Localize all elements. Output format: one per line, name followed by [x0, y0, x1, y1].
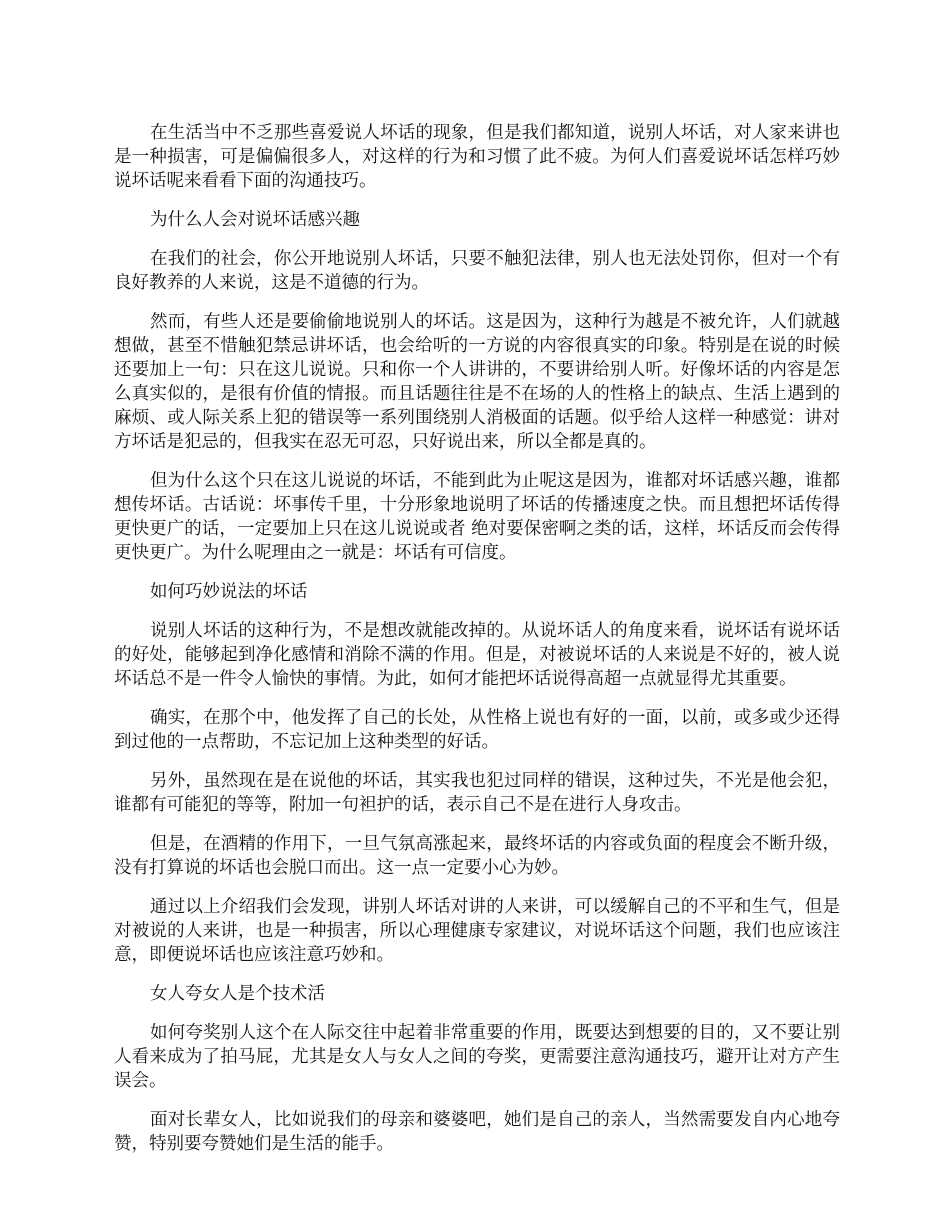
- paragraph: 如何夸奖别人这个在人际交往中起着非常重要的作用，既要达到想要的目的，又不要让别人看来成为了拍马屁，尤其是女人与女人之间的夸奖，更需要注意沟通技巧，避开让对方产生误会。: [114, 1023, 840, 1091]
- paragraph: 面对长辈女人，比如说我们的母亲和婆婆吧，她们是自己的亲人，当然需要发自内心地夸赞，特别要夸赞她们是生活的能手。: [114, 1110, 840, 1154]
- section-heading-how-to: 如何巧妙说法的坏话: [150, 582, 308, 602]
- document-body: [114, 121, 840, 1171]
- paragraph: 在我们的社会，你公开地说别人坏话，只要不触犯法律，别人也无法处罚你，但对一个有良好教养的人来说，这是不道德的行为。: [114, 249, 840, 293]
- paragraph: 但为什么这个只在这儿说说的坏话，不能到此为止呢这是因为，谁都对坏话感兴趣，谁都想传坏话。古话说：坏事传千里，十分形象地说明了坏话的传播速度之快。而且想把坏话传得更快更广的话，一定要加上只在这儿说说或者 绝对要保密啊之类的话，这样，坏话反而会传得更快更广。为什么呢理由之一就是：坏话有可信度。: [114, 471, 840, 563]
- paragraph: 另外，虽然现在是在说他的坏话，其实我也犯过同样的错误，这种过失，不光是他会犯，谁都有可能犯的等等，附加一句袒护的话，表示自己不是在进行人身攻击。: [114, 771, 840, 815]
- section-heading-why-interest: 为什么人会对说坏话感兴趣: [150, 210, 360, 230]
- paragraph: 然而，有些人还是要偷偷地说别人的坏话。这是因为，这种行为越是不被允许，人们就越想做，甚至不惜触犯禁忌讲坏话，也会给听的一方说的内容很真实的印象。特别是在说的时候还要加上一句：只在这儿说说。只和你一个人讲讲的，不要讲给别人听。好像坏话的内容是怎么真实似的，是很有价值的情报。而且话题往往是不在场的人的性格上的缺点、生活上遇到的麻烦、或人际关系上犯的错误等一系列围绕别人消极面的话题。似乎给人这样一种感觉：讲对方坏话是犯忌的，但我实在忍无可忍，只好说出来，所以全都是真的。: [114, 312, 840, 452]
- paragraph: 通过以上介绍我们会发现，讲别人坏话对讲的人来讲，可以缓解自己的不平和生气，但是对被说的人来讲，也是一种损害，所以心理健康专家建议，对说坏话这个问题，我们也应该注意，即便说坏话也应该注意巧妙和。: [114, 897, 840, 965]
- section-heading-women-praise: 女人夸女人是个技术活: [150, 984, 325, 1004]
- paragraph: 确实，在那个中，他发挥了自己的长处，从性格上说也有好的一面，以前，或多或少还得到过他的一点帮助，不忘记加上这种类型的好话。: [114, 708, 840, 752]
- paragraph: 但是，在酒精的作用下，一旦气氛高涨起来，最终坏话的内容或负面的程度会不断升级，没有打算说的坏话也会脱口而出。这一点一定要小心为妙。: [114, 834, 840, 878]
- paragraph: 说别人坏话的这种行为，不是想改就能改掉的。从说坏话人的角度来看，说坏话有说坏话的好处，能够起到净化感情和消除不满的作用。但是，对被说坏话的人来说是不好的，被人说坏话总不是一件令人愉快的事情。为此，如何才能把坏话说得高超一点就显得尤其重要。: [114, 621, 840, 689]
- paragraph-intro: 在生活当中不乏那些喜爱说人坏话的现象，但是我们都知道，说别人坏话，对人家来讲也是一种损害，可是偏偏很多人，对这样的行为和习惯了此不疲。为何人们喜爱说坏话怎样巧妙说坏话呢来看看下面的沟通技巧。: [114, 123, 840, 191]
